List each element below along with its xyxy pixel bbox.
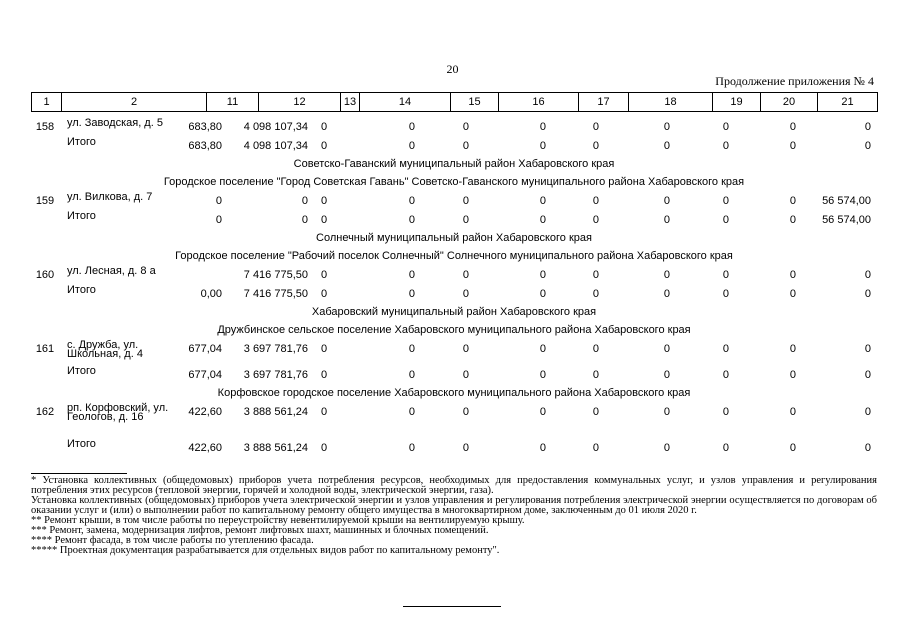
cell-c18: 0 bbox=[663, 343, 670, 355]
footnote: ** Ремонт крыши, в том числе работы по переустройству невентилируемой крыши на вентилируемую крышу. bbox=[31, 515, 525, 526]
cell-c15: 0 bbox=[462, 288, 469, 300]
cell-c12: 4 098 107,34 bbox=[243, 121, 308, 133]
footnote: *** Ремонт, замена, модернизация лифтов, ремонт лифтовых шахт, машинных и блочных помещений. bbox=[31, 525, 489, 536]
row-address: Итого bbox=[67, 365, 96, 377]
table-row bbox=[31, 284, 877, 303]
appendix-label: Продолжение приложения № 4 bbox=[715, 74, 874, 88]
cell-c11: 0,00 bbox=[200, 288, 222, 300]
row-address: ул. Заводская, д. 5 bbox=[67, 117, 163, 129]
footnotes bbox=[31, 476, 877, 556]
row-address: рп. Корфовский, ул. Геологов, д. 16 bbox=[67, 402, 169, 423]
section-heading: Корфовское городское поселение Хабаровского муниципального района Хабаровского края bbox=[217, 387, 691, 399]
cell-c12: 4 098 107,34 bbox=[243, 140, 308, 152]
row-address: ул. Вилкова, д. 7 bbox=[67, 191, 153, 203]
section-heading: Дружбинское сельское поселение Хабаровского муниципального района Хабаровского края bbox=[217, 324, 691, 336]
cell-c15: 0 bbox=[462, 140, 469, 152]
cell-c18: 0 bbox=[663, 406, 670, 418]
cell-c18: 0 bbox=[663, 288, 670, 300]
row-address: Итого bbox=[67, 136, 96, 148]
cell-c17: 0 bbox=[592, 343, 599, 355]
cell-c16: 0 bbox=[539, 121, 546, 133]
cell-c17: 0 bbox=[592, 406, 599, 418]
cell-c14: 0 bbox=[408, 269, 415, 281]
cell-c18: 0 bbox=[663, 195, 670, 207]
cell-c20: 0 bbox=[789, 343, 796, 355]
cell-c12: 3 888 561,24 bbox=[243, 442, 308, 454]
header-cell: 14 bbox=[360, 93, 451, 112]
table-row bbox=[31, 117, 877, 136]
cell-c19: 0 bbox=[722, 195, 729, 207]
cell-c16: 0 bbox=[539, 269, 546, 281]
section-heading: Советско-Гаванский муниципальный район Хабаровского края bbox=[293, 158, 615, 170]
cell-c13: 0 bbox=[321, 288, 328, 300]
cell-c19: 0 bbox=[722, 121, 729, 133]
cell-c13: 0 bbox=[321, 269, 328, 281]
cell-c11: 422,60 bbox=[188, 406, 222, 418]
header-cell: 13 bbox=[341, 93, 360, 112]
cell-c11: 677,04 bbox=[188, 343, 222, 355]
table-row bbox=[31, 210, 877, 229]
cell-c19: 0 bbox=[722, 288, 729, 300]
cell-c16: 0 bbox=[539, 140, 546, 152]
cell-c11: 677,04 bbox=[188, 369, 222, 381]
cell-c21: 56 574,00 bbox=[822, 195, 871, 207]
cell-c17: 0 bbox=[592, 288, 599, 300]
cell-c12: 3 697 781,76 bbox=[243, 343, 308, 355]
cell-c18: 0 bbox=[663, 442, 670, 454]
cell-c18: 0 bbox=[663, 269, 670, 281]
cell-c19: 0 bbox=[722, 269, 729, 281]
cell-c20: 0 bbox=[789, 406, 796, 418]
cell-c14: 0 bbox=[408, 369, 415, 381]
cell-c17: 0 bbox=[592, 121, 599, 133]
header-cell: 1 bbox=[32, 93, 62, 112]
cell-c17: 0 bbox=[592, 214, 599, 226]
row-address: Итого bbox=[67, 210, 96, 222]
cell-c13: 0 bbox=[321, 369, 328, 381]
cell-c16: 0 bbox=[539, 369, 546, 381]
header-cell: 19 bbox=[713, 93, 761, 112]
cell-c21: 56 574,00 bbox=[822, 214, 871, 226]
table-body bbox=[31, 117, 877, 457]
cell-c21: 0 bbox=[864, 406, 871, 418]
header-cell: 18 bbox=[629, 93, 713, 112]
cell-c20: 0 bbox=[789, 214, 796, 226]
cell-c17: 0 bbox=[592, 269, 599, 281]
table-row bbox=[31, 191, 877, 210]
cell-c15: 0 bbox=[462, 442, 469, 454]
footnote: ***** Проектная документация разрабатывается для отдельных видов работ по капитальному ремонту". bbox=[31, 545, 500, 556]
cell-c13: 0 bbox=[321, 406, 328, 418]
cell-c17: 0 bbox=[592, 195, 599, 207]
table-row bbox=[31, 136, 877, 155]
cell-c21: 0 bbox=[864, 369, 871, 381]
table-row bbox=[31, 365, 877, 384]
header-cell: 15 bbox=[451, 93, 499, 112]
header-cell: 2 bbox=[62, 93, 207, 112]
cell-c13: 0 bbox=[321, 140, 328, 152]
footnote: **** Ремонт фасада, в том числе работы по утеплению фасада. bbox=[31, 535, 314, 546]
cell-c16: 0 bbox=[539, 288, 546, 300]
cell-c16: 0 bbox=[539, 343, 546, 355]
cell-c14: 0 bbox=[408, 121, 415, 133]
table-header bbox=[31, 92, 878, 112]
cell-c13: 0 bbox=[321, 121, 328, 133]
cell-c15: 0 bbox=[462, 343, 469, 355]
cell-c20: 0 bbox=[789, 442, 796, 454]
row-address: ул. Лесная, д. 8 а bbox=[67, 265, 156, 277]
cell-c11: 422,60 bbox=[188, 442, 222, 454]
cell-c11: 683,80 bbox=[188, 121, 222, 133]
header-cell: 17 bbox=[579, 93, 629, 112]
header-cell: 11 bbox=[207, 93, 259, 112]
section-heading: Городское поселение "Город Советская Гавань" Советско-Гаванского муниципального района Хабаровского края bbox=[163, 176, 745, 188]
row-number: 161 bbox=[35, 343, 55, 355]
cell-c17: 0 bbox=[592, 140, 599, 152]
cell-c14: 0 bbox=[408, 195, 415, 207]
end-divider bbox=[403, 606, 501, 607]
cell-c14: 0 bbox=[408, 406, 415, 418]
header-cell: 12 bbox=[259, 93, 341, 112]
cell-c12: 3 697 781,76 bbox=[243, 369, 308, 381]
cell-c14: 0 bbox=[408, 288, 415, 300]
cell-c14: 0 bbox=[408, 343, 415, 355]
cell-c13: 0 bbox=[321, 442, 328, 454]
footnote-divider bbox=[31, 473, 127, 474]
cell-c17: 0 bbox=[592, 369, 599, 381]
section-heading: Солнечный муниципальный район Хабаровского края bbox=[316, 232, 592, 244]
cell-c12: 0 bbox=[301, 214, 308, 226]
cell-c21: 0 bbox=[864, 121, 871, 133]
cell-c14: 0 bbox=[408, 214, 415, 226]
cell-c15: 0 bbox=[462, 406, 469, 418]
cell-c18: 0 bbox=[663, 369, 670, 381]
cell-c21: 0 bbox=[864, 269, 871, 281]
cell-c15: 0 bbox=[462, 195, 469, 207]
header-cell: 21 bbox=[818, 93, 878, 112]
header-row bbox=[32, 93, 878, 112]
cell-c19: 0 bbox=[722, 343, 729, 355]
table-row bbox=[31, 339, 877, 365]
cell-c19: 0 bbox=[722, 406, 729, 418]
cell-c20: 0 bbox=[789, 288, 796, 300]
cell-c12: 0 bbox=[301, 195, 308, 207]
cell-c15: 0 bbox=[462, 269, 469, 281]
section-heading: Городское поселение "Рабочий поселок Солнечный" Солнечного муниципального района Хабаровского края bbox=[175, 250, 733, 262]
row-number: 162 bbox=[35, 406, 55, 418]
row-address: Итого bbox=[67, 438, 96, 450]
cell-c20: 0 bbox=[789, 269, 796, 281]
cell-c15: 0 bbox=[462, 214, 469, 226]
cell-c16: 0 bbox=[539, 442, 546, 454]
cell-c19: 0 bbox=[722, 140, 729, 152]
cell-c12: 7 416 775,50 bbox=[243, 269, 308, 281]
cell-c18: 0 bbox=[663, 121, 670, 133]
cell-c18: 0 bbox=[663, 140, 670, 152]
cell-c17: 0 bbox=[592, 442, 599, 454]
row-number: 159 bbox=[35, 195, 55, 207]
footnote: * Установка коллективных (общедомовых) приборов учета потребления ресурсов, необходимых для предоставления коммунальных услуг, и узлов управления и регулирования потребления этих ресурсов (тепловой энергии, горячей и холодной воды, электрической энергии, газа). bbox=[31, 475, 877, 496]
header-cell: 20 bbox=[761, 93, 818, 112]
cell-c21: 0 bbox=[864, 343, 871, 355]
cell-c12: 7 416 775,50 bbox=[243, 288, 308, 300]
cell-c20: 0 bbox=[789, 140, 796, 152]
cell-c20: 0 bbox=[789, 195, 796, 207]
cell-c13: 0 bbox=[321, 343, 328, 355]
cell-c20: 0 bbox=[789, 369, 796, 381]
row-number: 160 bbox=[35, 269, 55, 281]
cell-c19: 0 bbox=[722, 214, 729, 226]
cell-c13: 0 bbox=[321, 214, 328, 226]
cell-c11: 683,80 bbox=[188, 140, 222, 152]
cell-c21: 0 bbox=[864, 442, 871, 454]
cell-c15: 0 bbox=[462, 121, 469, 133]
cell-c16: 0 bbox=[539, 406, 546, 418]
cell-c18: 0 bbox=[663, 214, 670, 226]
row-address: с. Дружба, ул. Школьная, д. 4 bbox=[67, 339, 143, 360]
cell-c12: 3 888 561,24 bbox=[243, 406, 308, 418]
cell-c19: 0 bbox=[722, 369, 729, 381]
cell-c11: 0 bbox=[215, 214, 222, 226]
cell-c21: 0 bbox=[864, 288, 871, 300]
table-row bbox=[31, 438, 877, 457]
cell-c11: 0 bbox=[215, 195, 222, 207]
cell-c13: 0 bbox=[321, 195, 328, 207]
table-row bbox=[31, 402, 877, 438]
table-row bbox=[31, 265, 877, 284]
header-cell: 16 bbox=[499, 93, 579, 112]
footnote: Установка коллективных (общедомовых) приборов учета электрической энергии и узлов управления и регулирования потребления электрической энергии осуществляется по договорам об оказании услуг и (или) о выполнении работ по капитальному ремонту общего имущества в многоквартирном доме, заключенным до 01 июля 2020 г. bbox=[31, 495, 877, 516]
cell-c16: 0 bbox=[539, 195, 546, 207]
section-heading: Хабаровский муниципальный район Хабаровского края bbox=[311, 306, 597, 318]
cell-c15: 0 bbox=[462, 369, 469, 381]
cell-c14: 0 bbox=[408, 140, 415, 152]
row-number: 158 bbox=[35, 121, 55, 133]
cell-c19: 0 bbox=[722, 442, 729, 454]
cell-c21: 0 bbox=[864, 140, 871, 152]
row-address: Итого bbox=[67, 284, 96, 296]
cell-c16: 0 bbox=[539, 214, 546, 226]
cell-c14: 0 bbox=[408, 442, 415, 454]
cell-c20: 0 bbox=[789, 121, 796, 133]
page-number: 20 bbox=[446, 62, 459, 76]
